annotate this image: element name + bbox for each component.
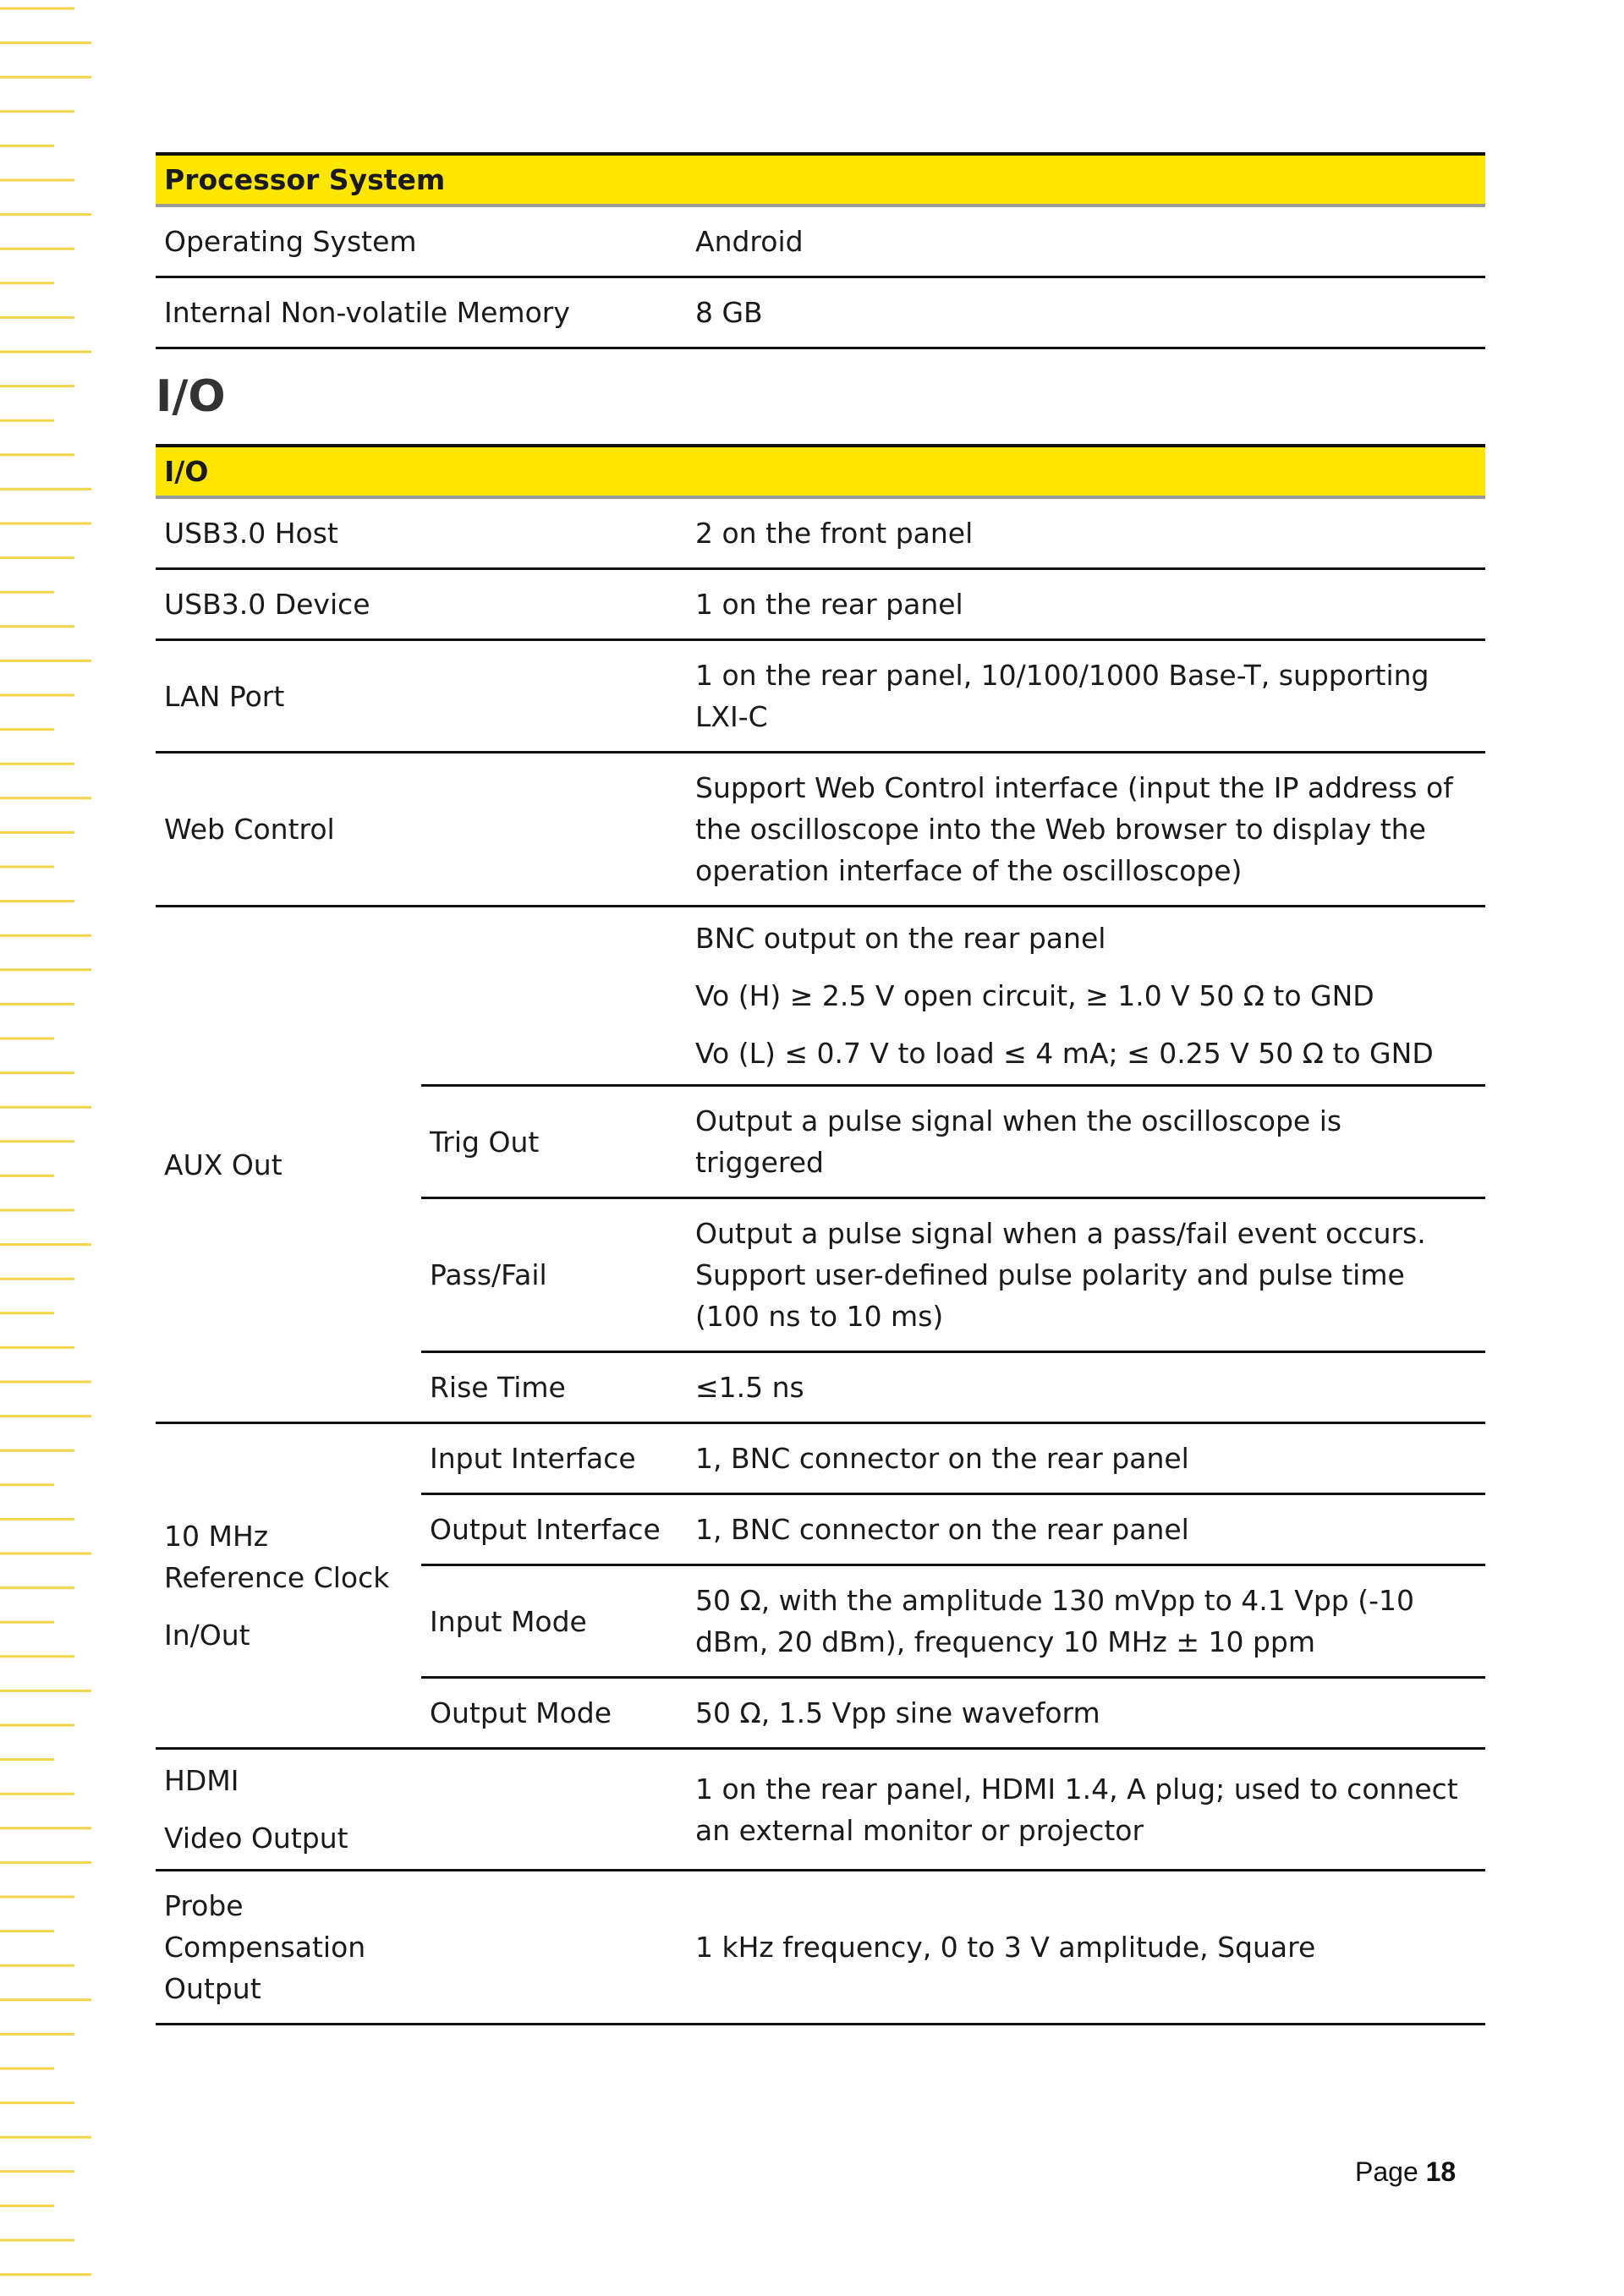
lan-port-label: LAN Port <box>156 640 687 753</box>
output-interface-label: Output Interface <box>421 1494 687 1565</box>
input-mode-value: 50 Ω, with the amplitude 130 mVpp to 4.1 Vpp (-10 dBm, 20 dBm), frequency 10 MHz ± 10 ppm <box>687 1565 1485 1678</box>
operating-system-label: Operating System <box>156 205 687 277</box>
trig-out-label: Trig Out <box>421 1086 687 1198</box>
probe-compensation-value: 1 kHz frequency, 0 to 3 V amplitude, Square <box>687 1871 1485 2025</box>
hdmi-label-line1: HDMI <box>164 1764 239 1797</box>
hdmi-value: 1 on the rear panel, HDMI 1.4, A plug; used to connect an external monitor or projector <box>687 1749 1485 1871</box>
table-row <box>156 1423 1485 1494</box>
ref-clock-label <box>156 1423 421 1749</box>
input-mode-label: Input Mode <box>421 1565 687 1678</box>
output-mode-label: Output Mode <box>421 1678 687 1749</box>
table-row <box>156 1749 1485 1871</box>
io-section-title: I/O <box>156 371 226 422</box>
processor-system-header: Processor System <box>156 154 1485 205</box>
internal-memory-value: 8 GB <box>687 277 1485 348</box>
rise-time-label: Rise Time <box>421 1352 687 1423</box>
table-row <box>156 277 1485 348</box>
aux-out-line-bnc: BNC output on the rear panel <box>695 922 1106 955</box>
lan-port-value: 1 on the rear panel, 10/100/1000 Base-T, supporting LXI-C <box>687 640 1485 753</box>
page-content <box>156 152 1485 2025</box>
io-table <box>156 444 1485 2025</box>
operating-system-value: Android <box>687 205 1485 277</box>
table-row <box>156 753 1485 907</box>
hdmi-label-line2: Video Output <box>164 1822 348 1855</box>
aux-out-line-vo-low: Vo (L) ≤ 0.7 V to load ≤ 4 mA; ≤ 0.25 V 50 Ω to GND <box>695 1037 1434 1070</box>
hdmi-label <box>156 1749 687 1871</box>
aux-out-general-sublabel <box>421 907 687 1086</box>
trig-out-value: Output a pulse signal when the oscilloscope is triggered <box>687 1086 1485 1198</box>
internal-memory-label: Internal Non-volatile Memory <box>156 277 687 348</box>
output-mode-value: 50 Ω, 1.5 Vpp sine waveform <box>687 1678 1485 1749</box>
page-number-value: 18 <box>1425 2156 1457 2187</box>
probe-compensation-sublabel <box>421 1871 687 2025</box>
table-row <box>156 640 1485 753</box>
page-number-label: Page <box>1355 2156 1418 2187</box>
usb-device-value: 1 on the rear panel <box>687 569 1485 640</box>
table-row <box>156 569 1485 640</box>
aux-out-general-value <box>687 907 1485 1086</box>
io-table-header: I/O <box>156 446 1485 497</box>
page-number <box>1355 2156 1456 2188</box>
input-interface-value: 1, BNC connector on the rear panel <box>687 1423 1485 1494</box>
usb-host-value: 2 on the front panel <box>687 497 1485 569</box>
processor-system-table <box>156 152 1485 349</box>
table-row <box>156 497 1485 569</box>
probe-compensation-label: Probe Compensation Output <box>156 1871 421 2025</box>
pass-fail-value: Output a pulse signal when a pass/fail event occurs. Support user-defined pulse polarity and pulse time (100 ns to 10 ms) <box>687 1198 1485 1352</box>
aux-out-label: AUX Out <box>156 907 421 1423</box>
ref-clock-label-line2: In/Out <box>164 1619 250 1652</box>
ref-clock-label-line1: 10 MHz Reference Clock <box>164 1520 390 1594</box>
table-row <box>156 1871 1485 2025</box>
output-interface-value: 1, BNC connector on the rear panel <box>687 1494 1485 1565</box>
web-control-value: Support Web Control interface (input the IP address of the oscilloscope into the Web browser to display the operation interface of the oscilloscope) <box>687 753 1485 907</box>
table-row <box>156 205 1485 277</box>
input-interface-label: Input Interface <box>421 1423 687 1494</box>
usb-host-label: USB3.0 Host <box>156 497 687 569</box>
web-control-label: Web Control <box>156 753 687 907</box>
aux-out-line-vo-high: Vo (H) ≥ 2.5 V open circuit, ≥ 1.0 V 50 Ω to GND <box>695 979 1374 1012</box>
edge-ruler-decoration <box>0 0 102 2296</box>
rise-time-value: ≤1.5 ns <box>687 1352 1485 1423</box>
table-row <box>156 907 1485 1086</box>
pass-fail-label: Pass/Fail <box>421 1198 687 1352</box>
usb-device-label: USB3.0 Device <box>156 569 687 640</box>
